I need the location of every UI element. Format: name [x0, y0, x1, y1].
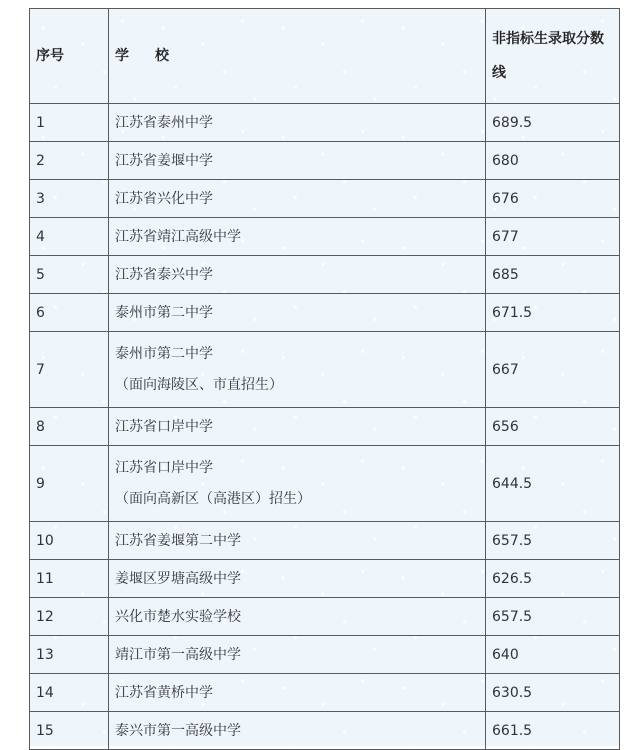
- row-index: 8: [30, 408, 109, 446]
- admission-score-document: [29, 8, 619, 746]
- row-index: 3: [30, 180, 109, 218]
- row-index: 6: [30, 294, 109, 332]
- table-header-row: [30, 9, 620, 104]
- row-score: 640: [486, 636, 620, 674]
- row-school: [109, 332, 486, 408]
- row-index: 5: [30, 256, 109, 294]
- school-name: 江苏省黄桥中学: [115, 684, 213, 701]
- school-name: 江苏省靖江高级中学: [115, 228, 241, 245]
- row-score: 656: [486, 408, 620, 446]
- row-school: [109, 294, 486, 332]
- row-school: [109, 674, 486, 712]
- row-school: [109, 218, 486, 256]
- row-score: 657.5: [486, 522, 620, 560]
- row-index: 15: [30, 712, 109, 750]
- school-name: 姜堰区罗塘高级中学: [115, 570, 241, 587]
- table-row: [30, 712, 620, 750]
- school-name: 泰州市第二中学: [115, 304, 213, 321]
- table-row: [30, 104, 620, 142]
- header-school-char-1: 学: [115, 48, 129, 64]
- school-note: （面向海陵区、市直招生）: [115, 376, 283, 393]
- table-row: [30, 674, 620, 712]
- table-row: [30, 142, 620, 180]
- row-score: 661.5: [486, 712, 620, 750]
- admission-score-table: [29, 8, 620, 750]
- row-school: [109, 180, 486, 218]
- table-row: [30, 408, 620, 446]
- row-index: 9: [30, 446, 109, 522]
- school-name: 江苏省姜堰第二中学: [115, 532, 241, 549]
- school-name: 泰州市第二中学: [115, 345, 213, 362]
- school-name: 江苏省姜堰中学: [115, 152, 213, 169]
- school-name: 江苏省兴化中学: [115, 190, 213, 207]
- school-name: 靖江市第一高级中学: [115, 646, 241, 663]
- header-school: [109, 9, 486, 104]
- school-name: 江苏省口岸中学: [115, 418, 213, 435]
- row-school: [109, 712, 486, 750]
- row-school: [109, 104, 486, 142]
- table-body: [30, 104, 620, 750]
- row-school: [109, 636, 486, 674]
- row-score: 689.5: [486, 104, 620, 142]
- row-school: [109, 446, 486, 522]
- row-index: 4: [30, 218, 109, 256]
- row-index: 12: [30, 598, 109, 636]
- table-row: [30, 522, 620, 560]
- table-row: [30, 560, 620, 598]
- row-index: 7: [30, 332, 109, 408]
- table-row: [30, 446, 620, 522]
- row-school: [109, 408, 486, 446]
- row-school: [109, 598, 486, 636]
- table-row: [30, 636, 620, 674]
- row-index: 1: [30, 104, 109, 142]
- row-school: [109, 522, 486, 560]
- table-row: [30, 256, 620, 294]
- header-index: 序号: [30, 9, 109, 104]
- table-row: [30, 218, 620, 256]
- header-school-char-2: 校: [155, 48, 169, 64]
- row-score: 644.5: [486, 446, 620, 522]
- row-index: 2: [30, 142, 109, 180]
- row-index: 13: [30, 636, 109, 674]
- table-row: [30, 294, 620, 332]
- row-score: 657.5: [486, 598, 620, 636]
- row-score: 685: [486, 256, 620, 294]
- school-name: 泰兴市第一高级中学: [115, 722, 241, 739]
- table-row: [30, 180, 620, 218]
- row-score: 680: [486, 142, 620, 180]
- table-row: [30, 332, 620, 408]
- row-score: 671.5: [486, 294, 620, 332]
- header-score: 非指标生录取分数线: [486, 9, 620, 104]
- row-index: 10: [30, 522, 109, 560]
- row-school: [109, 142, 486, 180]
- row-score: 626.5: [486, 560, 620, 598]
- table-row: [30, 598, 620, 636]
- row-score: 630.5: [486, 674, 620, 712]
- school-name: 兴化市楚水实验学校: [115, 608, 241, 625]
- row-score: 667: [486, 332, 620, 408]
- school-name: 江苏省口岸中学: [115, 459, 213, 476]
- row-score: 677: [486, 218, 620, 256]
- school-name: 江苏省泰兴中学: [115, 266, 213, 283]
- school-note: （面向高新区（高港区）招生）: [115, 490, 311, 507]
- row-score: 676: [486, 180, 620, 218]
- row-school: [109, 560, 486, 598]
- row-index: 11: [30, 560, 109, 598]
- school-name: 江苏省泰州中学: [115, 114, 213, 131]
- row-index: 14: [30, 674, 109, 712]
- row-school: [109, 256, 486, 294]
